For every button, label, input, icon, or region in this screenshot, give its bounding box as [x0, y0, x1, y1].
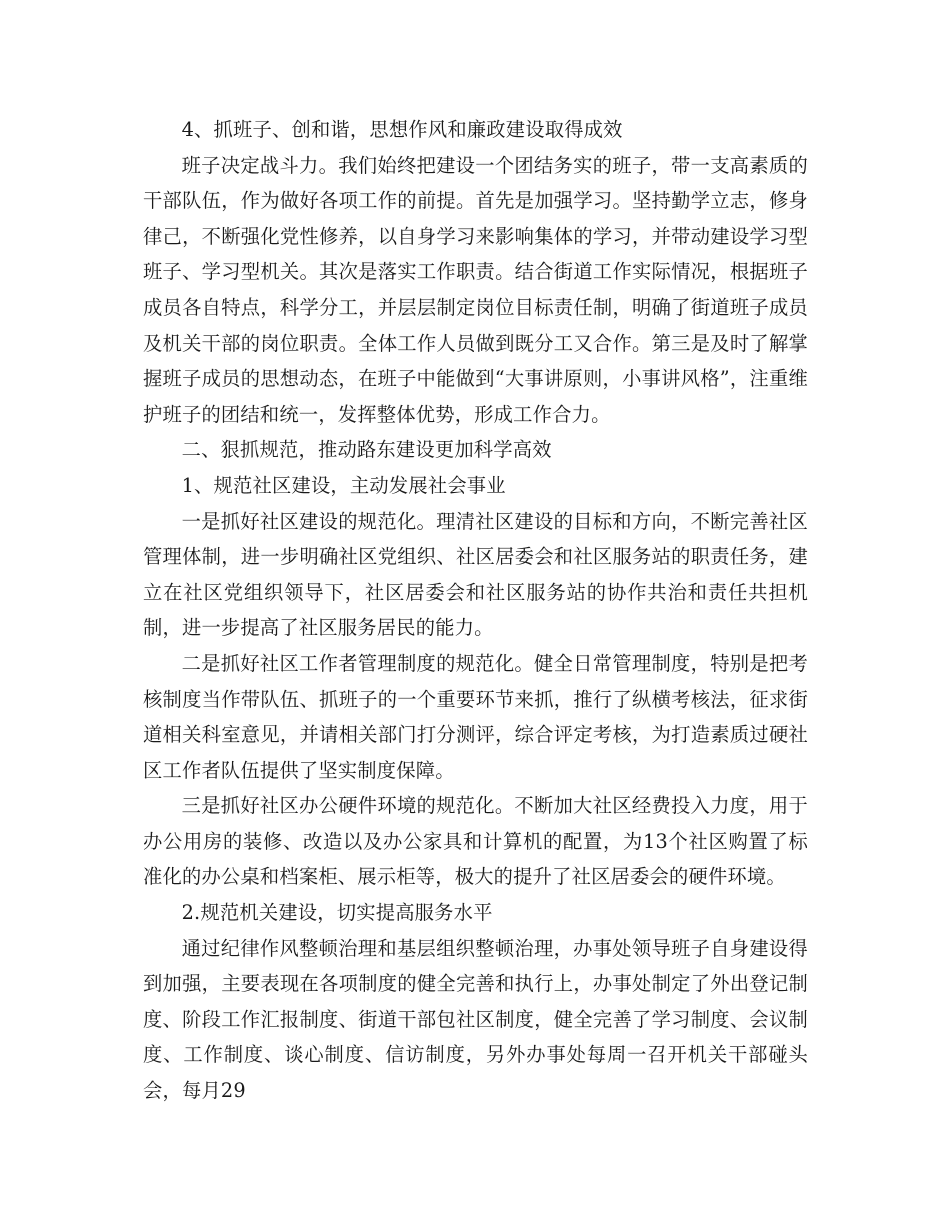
document-body [143, 112, 808, 1109]
paragraph: 通过纪律作风整顿治理和基层组织整顿治理，办事处领导班子自身建设得到加强，主要表现在各项制度的健全完善和执行上，办事处制定了外出登记制度、阶段工作汇报制度、街道干部包社区制度，健全完善了学习制度、会议制度、工作制度、谈心制度、信访制度，另外办事处每周一召开机关干部碰头会，每月29 [143, 936, 808, 1103]
paragraph: 班子决定战斗力。我们始终把建设一个团结务实的班子，带一支高素质的干部队伍，作为做好各项工作的前提。首先是加强学习。坚持勤学立志，修身律己，不断强化党性修养，以自身学习来影响集体的学习，并带动建设学习型班子、学习型机关。其次是落实工作职责。结合街道工作实际情况，根据班子成员各自特点，科学分工，并层层制定岗位目标责任制，明确了街道班子成员及机关干部的岗位职责。全体工作人员做到既分工又合作。第三是及时了解掌握班子成员的思想动态，在班子中能做到“大事讲原则，小事讲风格”，注重维护班子的团结和统一，发挥整体优势，形成工作合力。 [143, 153, 808, 426]
paragraph: 三是抓好社区办公硬件环境的规范化。不断加大社区经费投入力度，用于办公用房的装修、改造以及办公家具和计算机的配置，为13个社区购置了标准化的办公桌和档案柜、展示柜等，极大的提升了社区居委会的硬件环境。 [143, 794, 808, 889]
section-heading: 4、抓班子、创和谐，思想作风和廉政建设取得成效 [181, 118, 623, 141]
section-heading: 二、狠抓规范，推动路东建设更加科学高效 [181, 438, 552, 462]
paragraph: 二是抓好社区工作者管理制度的规范化。健全日常管理制度，特别是把考核制度当作带队伍、抓班子的一个重要环节来抓，推行了纵横考核法，征求街道相关科室意见，并请相关部门打分测评，综合评定考核，为打造素质过硬社区工作者队伍提供了坚实制度保障。 [143, 651, 808, 782]
paragraph: 一是抓好社区建设的规范化。理清社区建设的目标和方向，不断完善社区管理体制，进一步明确社区党组织、社区居委会和社区服务站的职责任务，建立在社区党组织领导下，社区居委会和社区服务站的协作共治和责任共担机制，进一步提高了社区服务居民的能力。 [143, 509, 808, 640]
section-heading: 1、规范社区建设，主动发展社会事业 [181, 473, 506, 497]
section-heading: 2.规范机关建设，切实提高服务水平 [181, 901, 493, 925]
